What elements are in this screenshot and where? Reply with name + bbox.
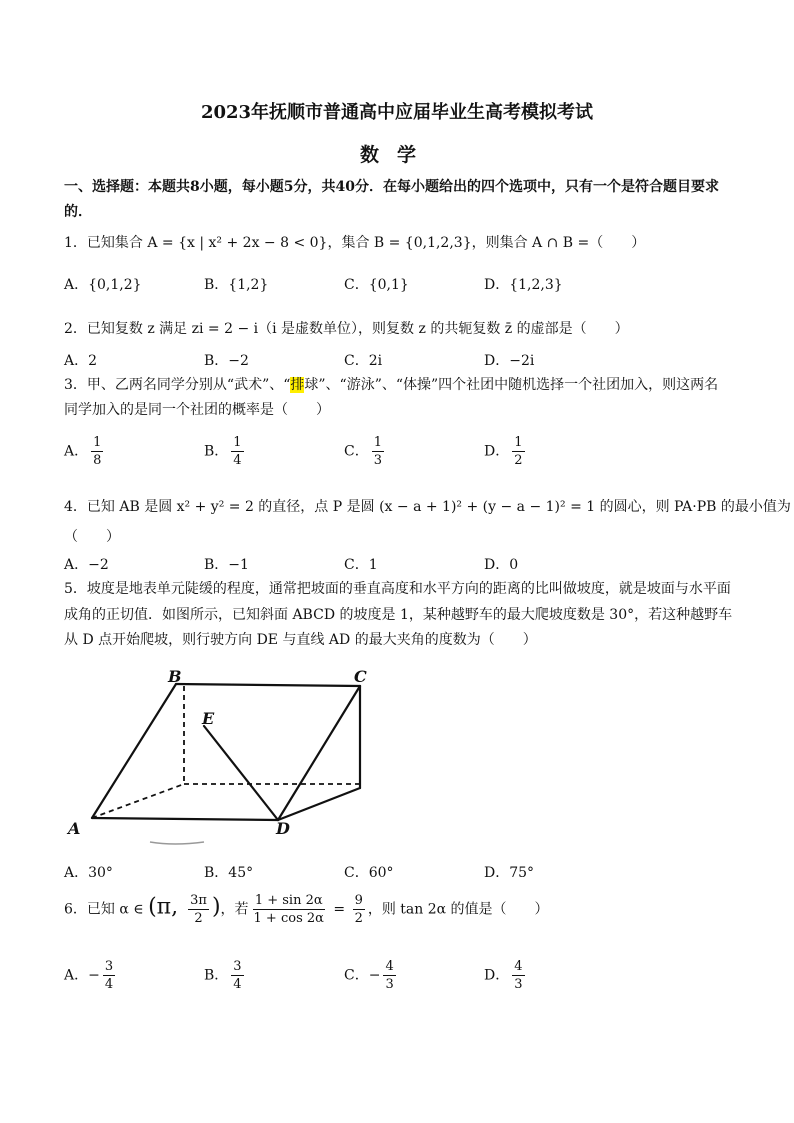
label-a: A (68, 819, 81, 838)
q6-option-d (484, 958, 528, 993)
q3-option-a (64, 434, 106, 469)
q3-stem-line2: 同学加入的是同一个社团的概率是（ ） (64, 402, 330, 418)
q3-option-b-fraction (231, 434, 243, 469)
q6-option-a-sign: − (88, 967, 100, 984)
q6-option-a-letter: A． (64, 967, 89, 984)
q2-option-c: C．2i (344, 353, 383, 369)
q3-option-d (484, 434, 528, 469)
q3-stem-pre: 3．甲、乙两名同学分别从“武术”、“ (64, 377, 291, 393)
scan-mark (150, 842, 204, 844)
fraction-denominator: 8 (93, 453, 102, 468)
q6-option-c-fraction (383, 958, 395, 993)
q5-option-b: B．45° (204, 865, 254, 881)
fraction-numerator: 4 (514, 959, 523, 974)
q6-value-fraction (353, 892, 365, 927)
q1-option-c: C．{0,1} (344, 277, 409, 293)
q6-equals: = (328, 901, 350, 918)
q1-stem: 1．已知集合 A = {x | x² + 2x − 8 < 0}，集合 B = {0,1,2,3}，则集合 A ∩ B =（ ） (64, 235, 646, 251)
q6-option-d-letter: D． (484, 967, 510, 984)
q5-line3: 从 D 点开始爬坡，则行驶方向 DE 与直线 AD 的最大夹角的度数为（ ） (64, 632, 537, 648)
fraction-denominator: 4 (233, 453, 242, 468)
q6-interval-right: ) (211, 894, 221, 920)
dashed-a-base (92, 784, 184, 818)
q3-option-d-letter: D． (484, 443, 510, 460)
q3-stem-line1 (64, 374, 718, 394)
q2-option-b: B．−2 (204, 353, 249, 369)
fraction-numerator: 1 (514, 435, 523, 450)
q2-stem: 2．已知复数 z 满足 zi = 2 − i（i 是虚数单位），则复数 z 的共轭复数 z̄ 的虚部是（ ） (64, 321, 629, 337)
q6-option-c-letter: C． (344, 967, 369, 984)
q6-interval-left: (π, (148, 894, 186, 920)
label-d: D (276, 819, 290, 838)
edge-ad (92, 818, 278, 820)
q6-option-b (204, 958, 247, 993)
fraction-numerator: 1 (233, 435, 242, 450)
q6-option-a (64, 958, 118, 993)
fraction-denominator: 4 (233, 977, 242, 992)
q3-option-b (204, 434, 247, 469)
edge-ab (92, 684, 176, 818)
q6-option-b-letter: B． (204, 967, 229, 984)
q2-option-a: A．2 (64, 353, 98, 369)
q4-stem: 4．已知 AB 是圆 x² + y² = 2 的直径，点 P 是圆 (x − a + 1)² + (y − a − 1)² = 1 的圆心，则 PA·PB 的最小值为 (64, 499, 791, 515)
q2-option-d: D．−2i (484, 353, 535, 369)
q4-option-c: C．1 (344, 557, 378, 573)
q5-option-a: A．30° (64, 865, 113, 881)
q6-option-d-fraction (512, 958, 524, 993)
q3-option-c-letter: C． (344, 443, 369, 460)
label-b: B (168, 667, 182, 686)
q5-slope-figure (64, 662, 384, 852)
q4-option-b: B．−1 (204, 557, 249, 573)
q6-option-b-fraction (231, 958, 243, 993)
q3-highlight: 排 (290, 377, 305, 393)
q6-option-c (344, 958, 399, 993)
fraction-numerator: 9 (354, 893, 363, 908)
q4-option-a: A．−2 (64, 557, 109, 573)
q1-option-d: D．{1,2,3} (484, 277, 563, 293)
q3-stem-post: 球”、“游泳”、“体操”四个社团中随机选择一个社团加入，则这两名 (304, 377, 719, 393)
fraction-numerator: 4 (385, 959, 394, 974)
q6-condition-fraction (252, 892, 326, 927)
q6-pre: 6．已知 α ∈ (64, 901, 149, 918)
label-e: E (202, 709, 215, 728)
fraction-numerator: 1 + sin 2α (254, 893, 323, 908)
q1-option-a: A．{0,1,2} (64, 277, 142, 293)
section-heading-line2: 的． (64, 204, 92, 220)
q3-option-b-letter: B． (204, 443, 229, 460)
q6-option-a-fraction (103, 958, 115, 993)
q1-option-b: B．{1,2} (204, 277, 269, 293)
q3-option-d-fraction (512, 434, 524, 469)
q6-stem (64, 892, 549, 927)
fraction-denominator: 2 (354, 911, 363, 926)
fraction-denominator: 3 (385, 977, 394, 992)
edge-bc (176, 684, 360, 686)
fraction-numerator: 3 (233, 959, 242, 974)
q6-option-c-sign: − (368, 967, 381, 984)
label-c: C (354, 667, 367, 686)
fraction-denominator: 2 (194, 911, 203, 926)
fraction-denominator: 3 (514, 977, 523, 992)
q5-option-d: D．75° (484, 865, 535, 881)
q3-option-c (344, 434, 387, 469)
fraction-numerator: 3π (190, 893, 207, 908)
fraction-numerator: 1 (373, 435, 382, 450)
q4-option-d: D．0 (484, 557, 519, 573)
edge-d-right-base (278, 788, 360, 820)
fraction-numerator: 1 (93, 435, 102, 450)
edge-dc (278, 686, 360, 820)
subject-title: 数学 (359, 144, 434, 166)
q5-option-c: C．60° (344, 865, 394, 881)
q6-post: ，则 tan 2α 的值是（ ） (367, 901, 549, 918)
q5-line1: 5．坡度是地表单元陡缓的程度，通常把坡面的垂直高度和水平方向的距离的比叫做坡度，就是坡面与水平面 (64, 581, 731, 597)
q3-option-c-fraction (372, 434, 384, 469)
q6-mid: ，若 (220, 901, 249, 918)
fraction-numerator: 3 (104, 959, 114, 974)
q6-interval-fraction (188, 892, 209, 927)
fraction-denominator: 1 + cos 2α (253, 911, 324, 926)
section-heading-line1: 一、选择题：本题共8小题，每小题5分，共40分．在每小题给出的四个选项中，只有一个是符合题目要求 (64, 179, 719, 195)
exam-title: 2023年抚顺市普通高中应届毕业生高考模拟考试 (200, 102, 594, 123)
segment-de (204, 726, 278, 820)
q3-option-a-letter: A． (64, 443, 89, 460)
q4-stem-line2: （ ） (64, 529, 120, 545)
fraction-denominator: 2 (514, 453, 523, 468)
q3-option-a-fraction (91, 434, 103, 469)
fraction-denominator: 4 (104, 977, 114, 992)
q5-line2: 成角的正切值．如图所示，已知斜面 ABCD 的坡度是 1，某种越野车的最大爬坡度数是 30°，若这种越野车 (64, 607, 733, 623)
fraction-denominator: 3 (373, 453, 382, 468)
